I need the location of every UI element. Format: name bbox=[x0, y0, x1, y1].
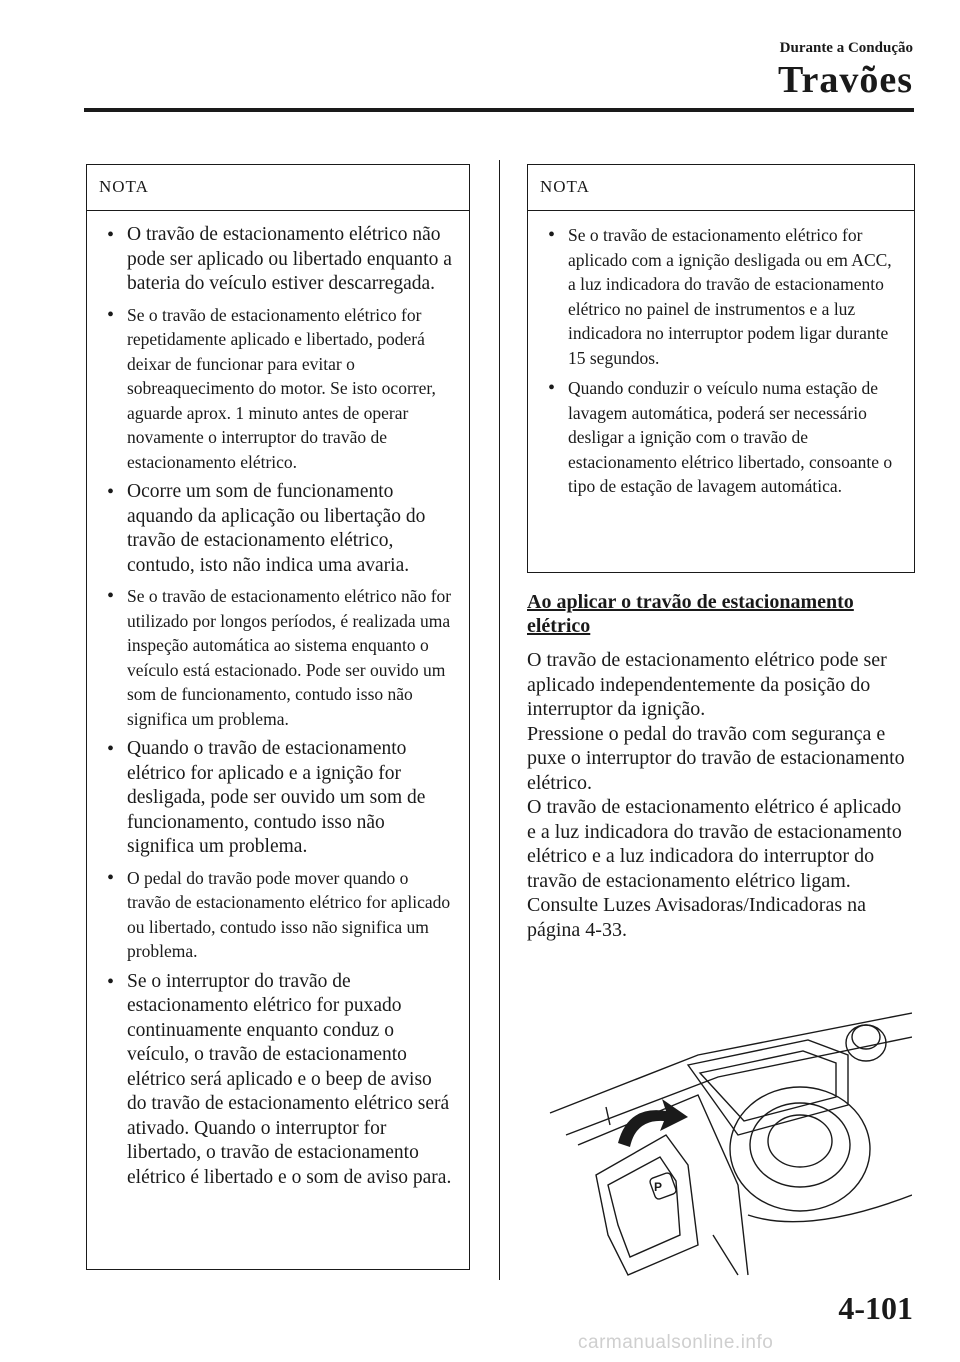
page-title: Travões bbox=[777, 59, 913, 101]
commander-knob bbox=[730, 1087, 870, 1211]
note-label: NOTA bbox=[87, 165, 469, 211]
leader-line bbox=[713, 1235, 738, 1275]
right-note-list bbox=[528, 211, 914, 499]
left-note-list bbox=[87, 211, 469, 1190]
console-recess bbox=[688, 1040, 848, 1135]
console-lower-edge bbox=[748, 1195, 912, 1222]
page-number: 4-101 bbox=[838, 1290, 913, 1326]
header-rule bbox=[84, 108, 914, 112]
body-paragraph: Consulte Luzes Avisadoras/Indicadoras na página 4-33. bbox=[527, 894, 866, 941]
note-item: • Se o travão de estacionamento elétrico não for utilizado por longos períodos, é realizada uma inspeção automática ao sistema enquanto o veículo está estacionado. Pode ser ouvido um som de funcionamento, contudo isso não significa um problema. bbox=[101, 584, 453, 731]
note-label: NOTA bbox=[528, 165, 914, 211]
switch-housing-inner bbox=[608, 1157, 680, 1257]
note-item: • Quando conduzir o veículo numa estação de lavagem automática, poderá ser necessário desligar a ignição com o travão de estacionamento elétrico libertado, consoante o tipo de estação de lavagem automática. bbox=[542, 376, 898, 499]
section-body bbox=[527, 648, 913, 942]
note-item: • Ocorre um som de funcionamento aquando da aplicação ou libertação do travão de estacionamento elétrico, contudo, isto não indica uma avaria. bbox=[101, 480, 453, 578]
parking-brake-switch-illustration bbox=[548, 985, 912, 1277]
section-heading: Ao aplicar o travão de estacionamento elétrico bbox=[527, 591, 854, 637]
note-item: • O pedal do travão pode mover quando o travão de estacionamento elétrico for aplicado ou libertado, contudo isso não significa um problema. bbox=[101, 866, 453, 964]
pull-arrow-icon bbox=[618, 1099, 688, 1147]
switch-housing bbox=[596, 1135, 698, 1275]
body-paragraph: Pressione o pedal do travão com segurança e puxe o interruptor do travão de estacionamento elétrico. bbox=[527, 722, 905, 794]
volume-knob-top bbox=[852, 1025, 880, 1049]
console-panel bbox=[578, 1095, 748, 1275]
watermark: carmanualsonline.info bbox=[578, 1332, 774, 1353]
switch-p-symbol: P bbox=[653, 1180, 663, 1194]
commander-knob-top bbox=[768, 1115, 832, 1167]
right-note-box bbox=[527, 164, 915, 573]
body-paragraph: O travão de estacionamento elétrico é aplicado e a luz indicadora do travão de estacionamento elétrico e a luz indicadora do interruptor do travão de estacionamento elétrico ligam. bbox=[527, 796, 902, 892]
body-paragraph: O travão de estacionamento elétrico pode ser aplicado independentemente da posição do interruptor da ignição. bbox=[527, 649, 887, 720]
column-divider bbox=[499, 160, 500, 1280]
note-item: • O travão de estacionamento elétrico não pode ser aplicado ou libertado enquanto a bateria do veículo estiver descarregada. bbox=[101, 223, 453, 297]
left-note-box bbox=[86, 164, 470, 1270]
note-item: • Se o interruptor do travão de estacionamento elétrico for puxado continuamente enquanto conduz o veículo, o travão de estacionamento elétrico será aplicado e o beep de aviso do travão de estacionamento elétrico será ativado. Quando o interruptor for libertado, o travão de estacionamento elétrico é libertado e o som de aviso para. bbox=[101, 970, 453, 1191]
note-item: • Se o travão de estacionamento elétrico for repetidamente aplicado e libertado, poderá deixar de funcionar para evitar o sobreaquecimento do motor. Se isto ocorrer, aguarde aprox. 1 minuto antes de operar novamente o interruptor do travão de estacionamento elétrico. bbox=[101, 303, 453, 475]
leader-line bbox=[606, 1107, 610, 1125]
header-section-title: Durante a Condução bbox=[779, 40, 913, 56]
note-item: • Se o travão de estacionamento elétrico for aplicado com a ignição desligada ou em ACC, a luz indicadora do travão de estacionamento elétrico no painel de instrumentos e a luz indicadora no interruptor podem ligar durante 15 segundos. bbox=[542, 223, 898, 370]
note-item: • Quando o travão de estacionamento elétrico for aplicado e a ignição for desligada, pode ser ouvido um som de funcionamento, contudo isso não significa um problema. bbox=[101, 737, 453, 860]
